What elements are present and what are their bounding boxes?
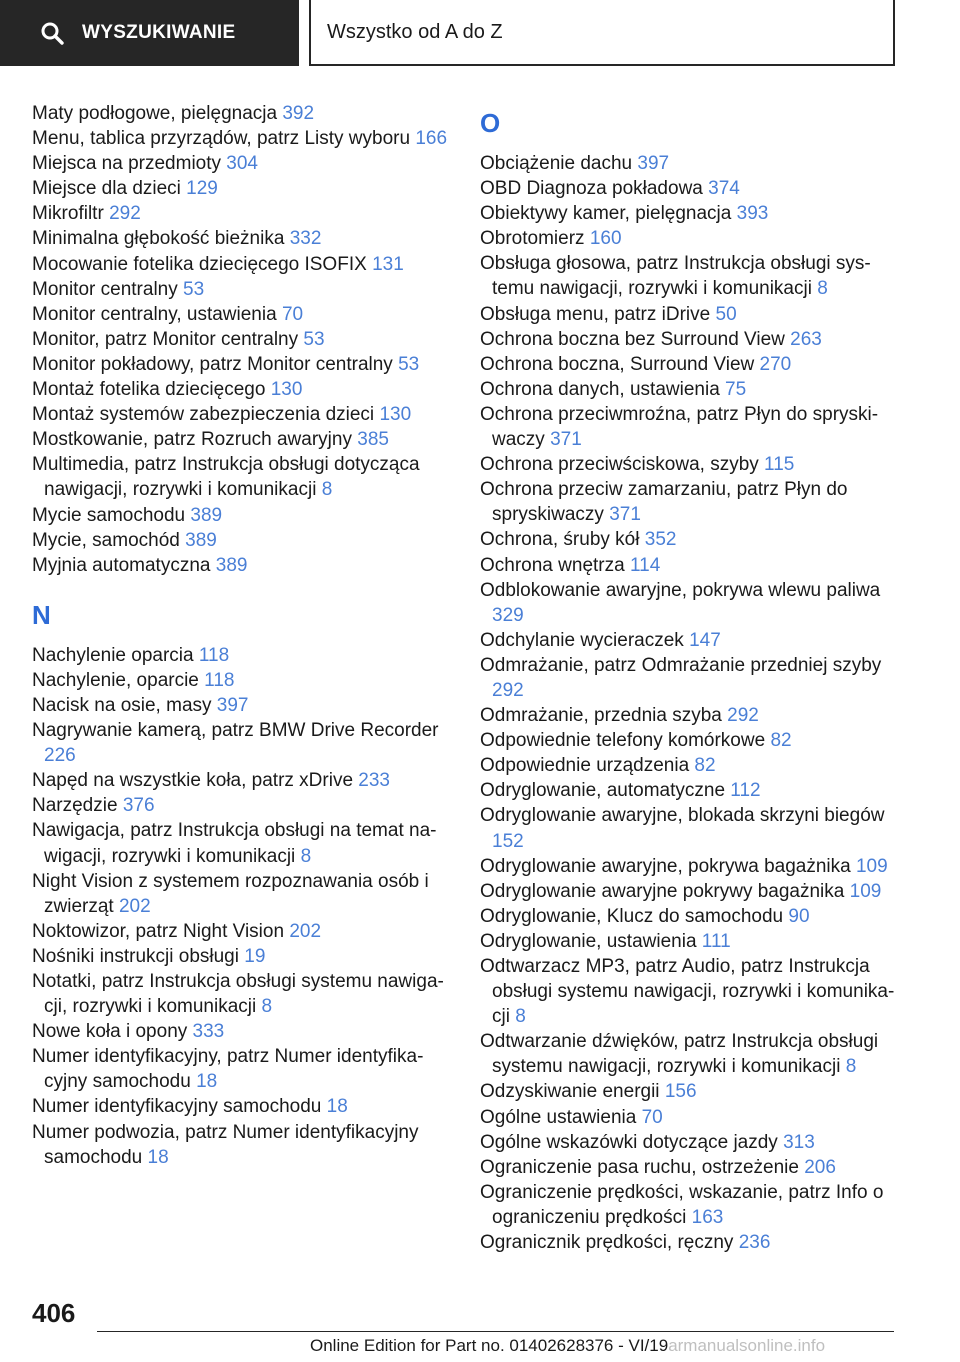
index-entry-term: Monitor centralny [32, 278, 184, 300]
index-entry [480, 653, 900, 703]
page-link[interactable]: 82 [770, 730, 792, 752]
index-entry-term: Nawigacja, patrz Instrukcja obsługi na temat nawigacji, rozrywki i komunikacji [32, 820, 437, 867]
index-entry [480, 854, 900, 879]
page-link[interactable]: 156 [664, 1081, 697, 1103]
index-entry [480, 904, 900, 929]
index-entry-term: Odryglowanie awaryjne, pokrywa bagażnika [480, 855, 856, 877]
page-link[interactable]: 18 [196, 1071, 218, 1093]
index-entry-term: Odryglowanie, ustawienia [480, 930, 702, 952]
index-entry-term: Ochrona wnętrza [480, 554, 630, 576]
index-entry [32, 668, 452, 693]
page-number: 406 [32, 1298, 76, 1328]
index-entry [480, 302, 900, 327]
page-link[interactable]: 202 [289, 920, 322, 942]
index-entry-term: Menu, tablica przyrządów, patrz Listy wyboru [32, 128, 416, 150]
index-entry [480, 1105, 900, 1130]
index-entry-term: Notatki, patrz Instrukcja obsługi systemu nawigacji, rozrywki i komunikacji [32, 971, 444, 1018]
index-entry [32, 1120, 452, 1170]
index-entry-term: Odpowiednie urządzenia [480, 755, 695, 777]
letter-heading-o: O [480, 108, 501, 138]
page-link[interactable]: 371 [609, 504, 641, 526]
page-link[interactable]: 202 [118, 895, 151, 917]
page-link[interactable]: 114 [629, 554, 661, 576]
page-link[interactable]: 53 [183, 278, 205, 300]
page-link[interactable]: 304 [226, 153, 258, 175]
index-entry-term: Night Vision z systemem rozpoznawania osób i zwierząt [32, 870, 429, 917]
index-entry-term: Monitor, patrz Monitor centralny [32, 328, 304, 350]
index-entry-term: Montaż fotelika dziecięcego [32, 379, 271, 401]
index-entry [32, 528, 452, 553]
page-link[interactable]: 333 [192, 1021, 225, 1043]
index-entry [32, 402, 452, 427]
page-link[interactable]: 292 [109, 203, 141, 225]
index-entry-term: Montaż systemów zabezpieczenia dzieci [32, 404, 380, 426]
index-entry [32, 201, 452, 226]
page-link[interactable]: 118 [204, 669, 235, 691]
index-entry [480, 778, 900, 803]
footer-divider [97, 1331, 894, 1332]
index-entry-term: Odryglowanie, Klucz do samochodu [480, 905, 789, 927]
index-entry-term: Obsługa głosowa, patrz Instrukcja obsługi systemu nawigacji, rozrywki i komunikacji [480, 253, 871, 300]
page-link[interactable]: 397 [216, 694, 249, 716]
index-entry-term: Nośniki instrukcji obsługi [32, 945, 245, 967]
page-link[interactable]: 70 [281, 303, 304, 325]
page-link[interactable]: 8 [300, 845, 312, 867]
index-entry [480, 377, 900, 402]
letter-heading-n: N [32, 599, 51, 630]
page-link[interactable]: 152 [492, 830, 524, 852]
index-entry [480, 1230, 900, 1255]
index-entry-term: Ochrona przeciwściskowa, szyby [480, 454, 765, 476]
index-entry-term: Numer podwozia, patrz Numer identyfikacyjny samochodu [32, 1121, 419, 1168]
index-entry [480, 251, 900, 301]
page-link[interactable]: 75 [725, 378, 747, 400]
group-spacer [32, 578, 452, 593]
index-entry [32, 101, 452, 126]
index-entry-term: Odryglowanie awaryjne pokrywy bagażnika [480, 880, 850, 902]
page-link[interactable]: 70 [641, 1106, 663, 1128]
index-entry [32, 793, 452, 818]
page-link[interactable]: 82 [694, 755, 716, 777]
index-entry-term: Nagrywanie kamerą, patrz BMW Drive Recorder [32, 720, 439, 742]
index-entry-term: Ogranicznik prędkości, ręczny [480, 1232, 739, 1254]
index-entry [32, 327, 452, 352]
index-entry-term: Numer identyfikacyjny, patrz Numer identyfikacyjny samochodu [32, 1046, 424, 1093]
page-link[interactable]: 385 [357, 429, 389, 451]
index-entry [480, 929, 900, 954]
page-link[interactable]: 131 [372, 253, 404, 275]
index-entry-term: Obsługa menu, patrz iDrive [480, 303, 716, 325]
index-entry [32, 151, 452, 176]
index-entry [480, 1130, 900, 1155]
index-entry-term: Mikrofiltr [32, 203, 110, 225]
search-icon [40, 21, 64, 45]
page-link[interactable]: 389 [190, 504, 223, 526]
index-entry-term: Ograniczenie pasa ruchu, ostrzeżenie [480, 1156, 805, 1178]
page-link[interactable]: 111 [701, 930, 731, 952]
page-link[interactable]: 130 [270, 379, 303, 401]
index-entry-term: Odmrażanie, patrz Odmrażanie przedniej szyby [480, 654, 882, 676]
index-entry [32, 503, 452, 528]
breadcrumb-label: Wszystko od A do Z [327, 20, 503, 43]
page-link[interactable]: 263 [790, 328, 822, 350]
page-link[interactable]: 389 [185, 529, 217, 551]
page-link[interactable]: 329 [492, 604, 524, 626]
page-link[interactable]: 53 [398, 353, 420, 375]
index-entry-term: Obciążenie dachu [480, 153, 638, 174]
page-link[interactable]: 8 [321, 479, 333, 501]
footer [310, 1336, 825, 1356]
page-link[interactable]: 233 [358, 770, 390, 792]
index-group-m [32, 101, 452, 578]
page-link[interactable]: 50 [715, 303, 737, 325]
index-column-left [32, 101, 452, 1170]
index-entry [32, 818, 452, 868]
index-entry [32, 969, 452, 1019]
index-entry [480, 226, 900, 251]
page-link[interactable]: 19 [244, 945, 266, 967]
index-entry [32, 352, 452, 377]
index-entry-term: Odtwarzanie dźwięków, patrz Instrukcja obsługi systemu nawigacji, rozrywki i komunikacji [480, 1031, 879, 1078]
index-entry-term: Ochrona, śruby kół [480, 529, 645, 551]
index-entry [480, 879, 900, 904]
index-entry-term: Ograniczenie prędkości, wskazanie, patrz Info o ograniczeniu prędkości [480, 1181, 884, 1228]
index-entry [32, 226, 452, 251]
index-entry [32, 427, 452, 452]
index-entry [480, 327, 900, 352]
index-group-o [480, 151, 900, 1255]
page-link[interactable]: 53 [303, 328, 325, 350]
page-link[interactable]: 166 [415, 128, 448, 150]
index-entry [480, 728, 900, 753]
index-entry [480, 151, 900, 176]
page-link[interactable]: 112 [730, 780, 761, 802]
index-entry-term: Nachylenie, oparcie [32, 669, 205, 691]
index-entry-term: Narzędzie [32, 795, 123, 817]
index-entry-term: Obrotomierz [480, 228, 590, 250]
page-link[interactable]: 8 [817, 278, 828, 300]
index-entry-term: Nacisk na osie, masy [32, 694, 217, 716]
index-entry [32, 302, 452, 327]
index-entry [480, 201, 900, 226]
index-entry-term: Mocowanie fotelika dziecięcego ISOFIX [32, 253, 373, 275]
index-entry [480, 578, 900, 628]
page-link[interactable]: 129 [186, 178, 218, 200]
page-link[interactable]: 115 [764, 454, 795, 476]
index-entry [32, 553, 452, 578]
page-link[interactable]: 389 [215, 554, 248, 576]
index-entry-term: Miejsce dla dzieci [32, 178, 187, 200]
page-link[interactable]: 130 [379, 404, 412, 426]
page-link[interactable]: 332 [289, 228, 322, 250]
index-entry [480, 553, 900, 578]
page-link[interactable]: 393 [736, 203, 769, 225]
index-entry-term: Odryglowanie, automatyczne [480, 780, 731, 802]
index-entry [32, 768, 452, 793]
breadcrumb[interactable] [309, 0, 895, 66]
index-entry-term: Mostkowanie, patrz Rozruch awaryjny [32, 429, 358, 451]
index-entry-term: Ochrona boczna bez Surround View [480, 328, 791, 350]
index-entry-term: Minimalna głębokość bieżnika [32, 228, 290, 250]
page-link[interactable]: 8 [515, 1006, 526, 1028]
page-link[interactable]: 270 [759, 353, 792, 375]
page-link[interactable]: 313 [783, 1131, 815, 1153]
index-entry-term: Obiektywy kamer, pielęgnacja [480, 203, 737, 225]
index-entry [32, 1094, 452, 1119]
page-link[interactable]: 147 [689, 629, 721, 651]
page-link[interactable]: 118 [198, 644, 230, 666]
index-entry-term: Odzyskiwanie energii [480, 1081, 665, 1103]
index-entry-term: Nachylenie oparcia [32, 644, 199, 666]
index-entry-term: Nowe koła i opony [32, 1021, 193, 1043]
index-entry-term: Maty podłogowe, pielęgnacja [32, 103, 283, 124]
index-entry [480, 1079, 900, 1104]
page-link[interactable]: 18 [326, 1096, 348, 1118]
page-link[interactable]: 8 [261, 996, 273, 1018]
index-entry [480, 703, 900, 728]
index-entry-term: Ochrona boczna, Surround View [480, 353, 760, 375]
index-entry [32, 176, 452, 201]
page-link[interactable]: 206 [804, 1156, 836, 1178]
index-group-n [32, 643, 452, 1170]
index-column-right [480, 101, 900, 1255]
page-link[interactable]: 371 [550, 429, 582, 451]
index-entry [480, 176, 900, 201]
page-link[interactable]: 160 [589, 228, 622, 250]
index-entry [32, 126, 452, 151]
page-link[interactable]: 109 [855, 855, 888, 877]
index-entry-term: Napęd na wszystkie koła, patrz xDrive [32, 770, 359, 792]
index-entry-term: Miejsca na przedmioty [32, 153, 227, 175]
index-entry [32, 252, 452, 277]
index-entry [32, 718, 452, 768]
index-entry [32, 377, 452, 402]
index-entry-term: Odchylanie wycieraczek [480, 629, 690, 651]
index-entry-term: Myjnia automatyczna [32, 554, 216, 576]
index-entry [480, 1155, 900, 1180]
watermark-text: armanualsonline.info [668, 1336, 826, 1355]
index-entry [32, 869, 452, 919]
index-entry [480, 452, 900, 477]
index-entry-term: Odryglowanie awaryjne, blokada skrzyni biegów [480, 805, 885, 827]
index-entry-term: Noktowizor, patrz Night Vision [32, 920, 290, 942]
index-entry [480, 803, 900, 853]
index-entry [32, 693, 452, 718]
index-entry [32, 1044, 452, 1094]
page-link[interactable]: 163 [691, 1206, 724, 1228]
index-entry [32, 452, 452, 502]
index-entry [480, 527, 900, 552]
search-button[interactable] [0, 0, 299, 66]
index-entry-term: Monitor pokładowy, patrz Monitor centralny [32, 353, 399, 375]
page-link[interactable]: 236 [738, 1232, 771, 1254]
index-entry [32, 944, 452, 969]
index-entry-term: Mycie samochodu [32, 504, 191, 526]
page-link[interactable]: 292 [727, 705, 759, 727]
index-entry-term: Mycie, samochód [32, 529, 186, 551]
index-entry-term: Ochrona danych, ustawienia [480, 378, 726, 400]
index-entry [32, 1019, 452, 1044]
edition-text: Online Edition for Part no. 01402628376 - VI/19 [310, 1336, 669, 1355]
index-entry-term: Odtwarzacz MP3, patrz Audio, patrz Instrukcja obsługi systemu nawigacji, rozrywki i komunikacji [480, 956, 895, 1028]
index-entry-term: Ogólne ustawienia [480, 1106, 642, 1128]
index-entry-term: Numer identyfikacyjny samochodu [32, 1096, 327, 1118]
index-entry [32, 643, 452, 668]
index-entry [480, 402, 900, 452]
index-entry-term: Ogólne wskazówki dotyczące jazdy [480, 1131, 784, 1153]
page-link[interactable]: 397 [637, 153, 670, 174]
page-link[interactable]: 226 [44, 745, 76, 767]
top-bar [0, 0, 960, 66]
index-entry [480, 954, 900, 1029]
page-link[interactable]: 90 [788, 905, 810, 927]
page-link[interactable]: 352 [644, 529, 677, 551]
page-link[interactable]: 374 [708, 178, 740, 200]
index-entry-term: Monitor centralny, ustawienia [32, 303, 282, 325]
index-entry [480, 352, 900, 377]
index-entry [480, 628, 900, 653]
index-entry [480, 1180, 900, 1230]
index-entry [32, 919, 452, 944]
index-entry [32, 277, 452, 302]
index-entry-term: Ochrona przeciwmroźna, patrz Płyn do spryskiwaczy [480, 403, 879, 451]
index-entry-term: Odmrażanie, przednia szyba [480, 705, 728, 727]
page-link[interactable]: 376 [122, 795, 155, 817]
search-button-label: WYSZUKIWANIE [82, 22, 236, 43]
index-entry [480, 477, 900, 527]
index-entry-term: Ochrona przeciw zamarzaniu, patrz Płyn do spryskiwaczy [480, 479, 848, 526]
index-entry-term: Multimedia, patrz Instrukcja obsługi dotycząca nawigacji, rozrywki i komunikacji [32, 454, 420, 501]
page-link[interactable]: 8 [845, 1056, 857, 1078]
index-entry [480, 1029, 900, 1079]
index-entry-term: Odpowiednie telefony komórkowe [480, 730, 771, 752]
index-entry-term: Odblokowanie awaryjne, pokrywa wlewu paliwa [480, 579, 881, 601]
page-link[interactable]: 109 [849, 880, 882, 902]
index-entry-term: OBD Diagnoza pokładowa [480, 178, 709, 200]
page-link[interactable]: 392 [282, 103, 315, 124]
page-link[interactable]: 292 [492, 679, 524, 701]
page-link[interactable]: 18 [147, 1146, 169, 1168]
index-entry [480, 753, 900, 778]
